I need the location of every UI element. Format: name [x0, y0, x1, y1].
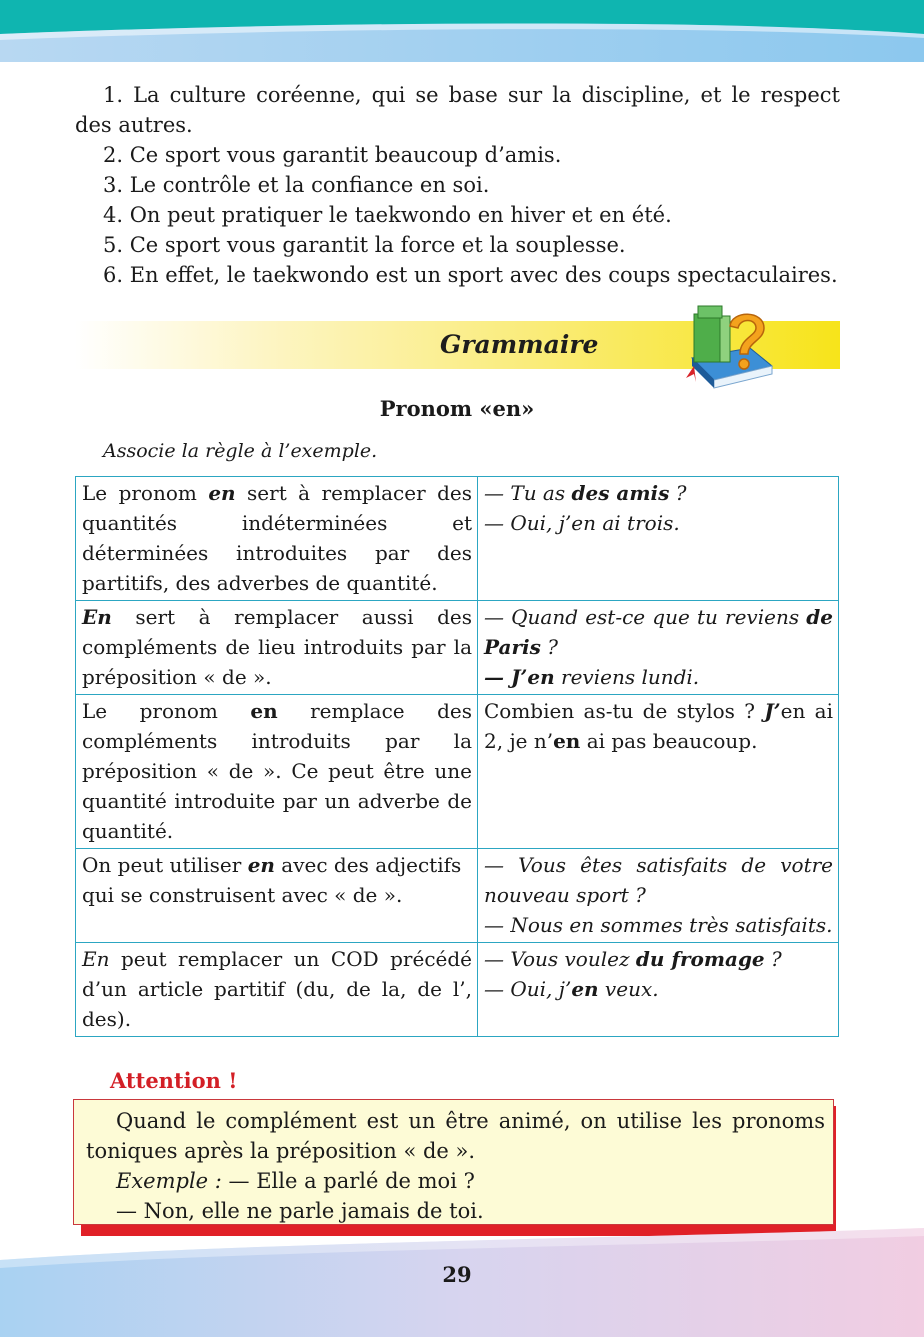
sentence-1: 1. La culture coréenne, qui se base sur la discipline, et le respect des autres.: [75, 83, 840, 137]
attention-text: Quand le complément est un être animé, on utilise les pronoms toniques après la préposition « de ».: [86, 1109, 825, 1163]
example-cell: — Quand est-ce que tu reviens de Paris ? — J’en reviens lundi.: [478, 601, 839, 695]
top-decorative-band: [0, 0, 924, 62]
sentence-2: 2. Ce sport vous garantit beaucoup d’amis.: [103, 143, 562, 167]
attention-box: [73, 1099, 834, 1225]
attention-label: Attention !: [110, 1068, 238, 1093]
attention-example: Exemple : — Elle a parlé de moi ?: [116, 1169, 475, 1193]
rule-cell: En peut remplacer un COD précédé d’un article partitif (du, de la, de l’, des).: [76, 943, 478, 1037]
rules-table: [75, 476, 839, 1037]
section-title: Grammaire: [440, 330, 599, 359]
rule-cell: En sert à remplacer aussi des compléments de lieu introduits par la préposition « de ».: [76, 601, 478, 695]
book-question-icon: [680, 300, 780, 396]
page-number: 29: [442, 1262, 472, 1287]
rule-cell: Le pronom en remplace des compléments introduits par la préposition « de ». Ce peut être une quantité introduite par un adverbe de quantité.: [76, 695, 478, 849]
attention-example-answer: — Non, elle ne parle jamais de toi.: [116, 1199, 484, 1223]
example-cell: — Vous êtes satisfaits de votre nouveau sport ? — Nous en sommes très satisfaits.: [478, 849, 839, 943]
table-row: [76, 477, 839, 601]
example-cell: — Vous voulez du fromage ? — Oui, j’en veux.: [478, 943, 839, 1037]
rule-cell: Le pronom en sert à remplacer des quantités indéterminées et déterminées introduites par des partitifs, des adverbes de quantité.: [76, 477, 478, 601]
example-cell: Combien as-tu de stylos ? J’en ai 2, je n’en ai pas beaucoup.: [478, 695, 839, 849]
table-row: [76, 695, 839, 849]
rule-cell: On peut utiliser en avec des adjectifs qui se construisent avec « de ».: [76, 849, 478, 943]
table-row: [76, 849, 839, 943]
table-row: [76, 943, 839, 1037]
lesson-title: Pronom «en»: [379, 396, 535, 421]
exercise-sentences: [75, 80, 840, 290]
table-row: [76, 601, 839, 695]
sentence-3: 3. Le contrôle et la confiance en soi.: [103, 173, 490, 197]
instruction: Associe la règle à l’exemple.: [103, 440, 378, 462]
sentence-4: 4. On peut pratiquer le taekwondo en hiver et en été.: [103, 203, 672, 227]
example-cell: — Tu as des amis ? — Oui, j’en ai trois.: [478, 477, 839, 601]
sentence-6: 6. En effet, le taekwondo est un sport avec des coups spectaculaires.: [103, 263, 838, 287]
sentence-5: 5. Ce sport vous garantit la force et la souplesse.: [103, 233, 626, 257]
